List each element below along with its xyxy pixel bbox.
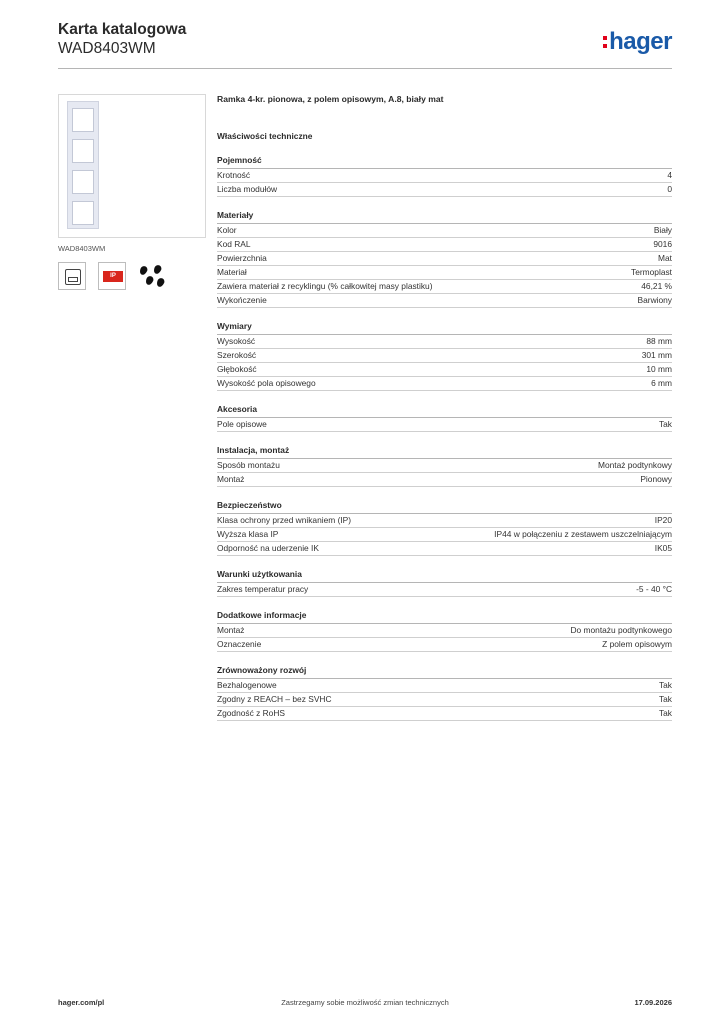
- spec-label: Odporność na uderzenie IK: [217, 543, 319, 553]
- spec-row: [217, 418, 672, 432]
- spec-value: 301 mm: [641, 350, 672, 360]
- section-heading: Instalacja, montaż: [217, 444, 672, 459]
- spec-row: [217, 679, 672, 693]
- spec-row: [217, 294, 672, 308]
- document-header: [58, 20, 672, 70]
- product-code: WAD8403WM: [58, 40, 156, 57]
- section-heading: Zrównoważony rozwój: [217, 664, 672, 679]
- spec-value: Biały: [653, 225, 672, 235]
- spec-value: Do montażu podtynkowego: [570, 625, 672, 635]
- ip-rating-icon: [98, 262, 126, 290]
- spec-value: 0: [667, 184, 672, 194]
- spec-label: Powierzchnia: [217, 253, 267, 263]
- section-heading: Dodatkowe informacje: [217, 609, 672, 624]
- spec-row: [217, 363, 672, 377]
- spec-content: [217, 94, 672, 721]
- spec-row: [217, 238, 672, 252]
- spec-label: Zgodność z RoHS: [217, 708, 285, 718]
- footer-website: hager.com/pl: [58, 998, 105, 1007]
- spec-value: Tak: [658, 419, 672, 429]
- spec-value: Pionowy: [640, 474, 672, 484]
- spec-row: [217, 252, 672, 266]
- header-divider: [58, 68, 672, 69]
- spec-row: [217, 473, 672, 487]
- hager-logo: [603, 28, 672, 56]
- spec-row: [217, 224, 672, 238]
- document-title: Karta katalogowa: [58, 21, 187, 38]
- spec-value: IP44 w połączeniu z zestawem uszczelniającym: [494, 529, 672, 539]
- spec-value: 10 mm: [646, 364, 672, 374]
- spec-row: [217, 459, 672, 473]
- spec-label: Montaż: [217, 474, 245, 484]
- product-title: Ramka 4-kr. pionowa, z polem opisowym, A.8, biały mat: [217, 94, 444, 104]
- spec-row: [217, 528, 672, 542]
- section-heading: Bezpieczeństwo: [217, 499, 672, 514]
- spec-label: Wysokość pola opisowego: [217, 378, 316, 388]
- spec-row: [217, 624, 672, 638]
- section-heading: Pojemność: [217, 154, 672, 169]
- spec-row: [217, 693, 672, 707]
- spec-row: [217, 707, 672, 721]
- spec-value: Montaż podtynkowy: [597, 460, 672, 470]
- spec-label: Głębokość: [217, 364, 257, 374]
- spec-row: [217, 377, 672, 391]
- spec-sections: [217, 143, 672, 721]
- spec-value: 6 mm: [651, 378, 672, 388]
- spec-label: Oznaczenie: [217, 639, 262, 649]
- spec-label: Kod RAL: [217, 239, 251, 249]
- spec-label: Liczba modułów: [217, 184, 278, 194]
- spec-row: [217, 266, 672, 280]
- logo-dots-icon: [603, 36, 607, 48]
- spec-label: Klasa ochrony przed wnikaniem (IP): [217, 515, 352, 525]
- spec-label: Materiał: [217, 267, 247, 277]
- spec-value: Mat: [658, 253, 672, 263]
- feature-icons: [58, 262, 166, 290]
- technical-properties-heading: Właściwości techniczne: [217, 131, 313, 141]
- spec-row: [217, 169, 672, 183]
- spec-row: [217, 514, 672, 528]
- section-heading: Materiały: [217, 209, 672, 224]
- spec-row: [217, 638, 672, 652]
- spec-row: [217, 183, 672, 197]
- spec-label: Bezhalogenowe: [217, 680, 277, 690]
- spec-value: IK05: [654, 543, 672, 553]
- spec-label: Montaż: [217, 625, 245, 635]
- section-heading: Wymiary: [217, 320, 672, 335]
- spec-label: Wysokość: [217, 336, 256, 346]
- product-image: [58, 94, 206, 238]
- spec-row: [217, 542, 672, 556]
- spec-row: [217, 583, 672, 597]
- product-image-caption: WAD8403WM: [58, 244, 106, 253]
- spec-label: Wykończenie: [217, 295, 267, 305]
- spec-value: Tak: [658, 708, 672, 718]
- ip-badge: IP: [103, 271, 123, 282]
- spec-label: Zakres temperatur pracy: [217, 584, 309, 594]
- spec-label: Zawiera materiał z recyklingu (% całkowitej masy plastiku): [217, 281, 433, 291]
- spec-value: 9016: [653, 239, 672, 249]
- spec-value: IP20: [654, 515, 672, 525]
- spec-value: Tak: [658, 694, 672, 704]
- spec-value: Z polem opisowym: [602, 639, 672, 649]
- spec-label: Zgodny z REACH – bez SVHC: [217, 694, 332, 704]
- flush-mount-icon: [58, 262, 86, 290]
- spec-value: Barwiony: [637, 295, 672, 305]
- spec-label: Pole opisowe: [217, 419, 267, 429]
- spec-row: [217, 349, 672, 363]
- spec-value: 4: [667, 170, 672, 180]
- spec-value: Termoplast: [631, 267, 672, 277]
- water-drops-icon: [138, 262, 166, 290]
- footer-date: 17.09.2026: [634, 998, 672, 1007]
- spec-value: 88 mm: [646, 336, 672, 346]
- spec-value: -5 - 40 °C: [636, 584, 672, 594]
- footer-disclaimer: Zastrzegamy sobie możliwość zmian technicznych: [281, 998, 449, 1007]
- spec-row: [217, 280, 672, 294]
- frame-4-gang-icon: [67, 101, 99, 229]
- spec-value: Tak: [658, 680, 672, 690]
- section-heading: Akcesoria: [217, 403, 672, 418]
- spec-label: Szerokość: [217, 350, 257, 360]
- spec-label: Kolor: [217, 225, 237, 235]
- spec-row: [217, 335, 672, 349]
- spec-label: Sposób montażu: [217, 460, 280, 470]
- section-heading: Warunki użytkowania: [217, 568, 672, 583]
- spec-label: Krotność: [217, 170, 251, 180]
- spec-value: 46,21 %: [641, 281, 672, 291]
- spec-label: Wyższa klasa IP: [217, 529, 279, 539]
- logo-text: hager: [609, 28, 672, 55]
